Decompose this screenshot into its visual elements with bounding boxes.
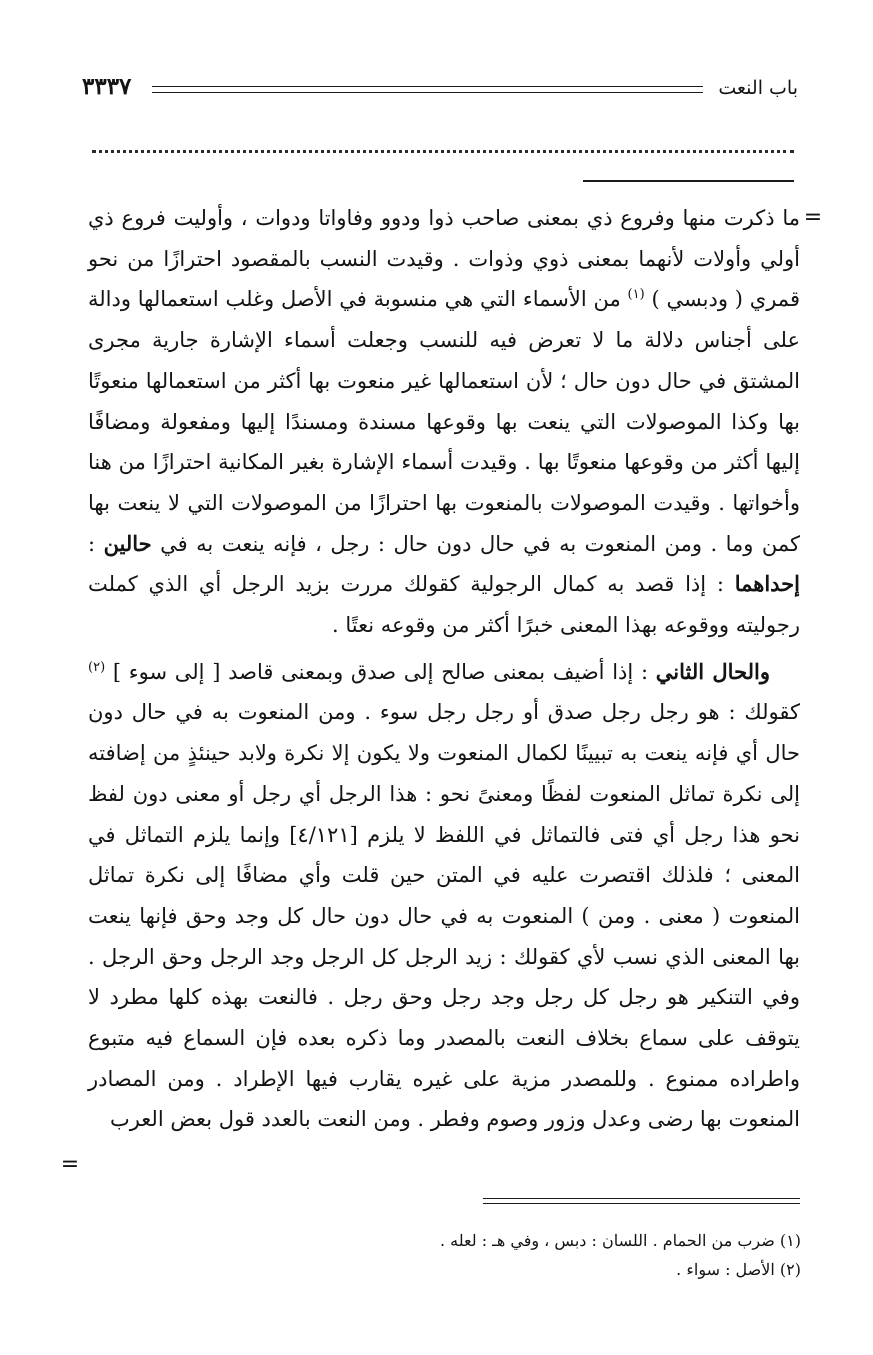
section-rule [583,180,794,182]
colon: : [88,531,96,556]
footnote-1: (١) ضرب من الحمام . اللسان : دبس ، وفي هـ : لعله . [439,1231,801,1250]
term-halain: حالين [103,530,152,556]
footnotes [101,1226,801,1284]
paragraph-2 [88,652,800,1140]
paragraph-1-text-b: من الأسماء التي هي منسوبة في الأصل وغلب استعمالها ودالة على أجناس دلالة ما لا تعرض فيه للنسب وجعلت أسماء الإشارة جارية مجرى المشتق في حال دون حال ؛ لأن استعمالها غير منعوت بها أكثر من استعمالها منعوتًا بها وكذا الموصولات التي ينعت بها وقوعها مسندة ومسندًا إليها ومفعولة ومضافًا إليها أكثر من وقوعها منعوتًا بها . وقيدت أسماء الإشارة بغير المكانية احترازًا من هنا وأخواتها . وقيدت الموصولات بالمنعوت بها احترازًا من الموصولات التي لا ينعت بها كمن وما . ومن المنعوت به في حال دون حال : رجل ، فإنه ينعت به في [88,287,800,556]
paragraph-1-text-c: : إذا قصد به كمال الرجولية كقولك مررت بزيد الرجل أي الذي كملت رجوليته ووقوعه بهذا المعنى خبرًا أكثر من وقوعه نعتًا . [88,572,800,638]
main-text [88,198,800,1140]
chapter-title: باب النعت [718,77,798,99]
footnote-ref-1: (١) [627,287,645,303]
paragraph-1-text-a: ما ذكرت منها وفروع ذي بمعنى صاحب ذوا ودوو وفاواتا ودوات ، وأوليت فروع ذي أولي وأولات لأنهما بمعنى ذوي وذوات . وقيدت النسب بالمقصود احترازًا من نحو قمري ( ودبسي ) [88,206,800,312]
continuation-mark-end: = [60,1152,80,1177]
term-second-case: والحال الثاني [655,658,770,684]
footnote-rule [483,1198,800,1204]
paragraph-1 [88,198,800,646]
paragraph-2-text-b: كقولك : هو رجل رجل صدق أو رجل رجل سوء . ومن المنعوت به في حال دون حال أي فإنه ينعت به تبيينًا لكمال المنعوت ولا يكون إلا نكرة ولابد حينئذٍ من إضافته إلى نكرة تماثل المنعوت لفظًا ومعنىً نحو : هذا الرجل أي رجل أو معنى دون لفظ نحو هذا رجل أي فتى فالتماثل في اللفظ لا يلزم [٤/١٢١] وإنما يلزم التماثل في المعنى ؛ فلذلك اقتصرت عليه في المتن حين قلت وأي مضافًا إلى نكرة تماثل المنعوت ( معنى . ومن ) المنعوت به في حال دون حال كل وجد وحق فإنها ينعت بها المعنى الذي نسب لأي كقولك : زيد الرجل كل الرجل وجد الرجل وحق الرجل . وفي التنكير هو رجل كل رجل وجد رجل وحق رجل . فالنعت بهذه كلها مطرد لا يتوقف على سماع بخلاف النعت بالمصدر وما ذكره بعده فإن السماع فيه متبوع واطراده ممنوع . وللمصدر مزية على غيره يقارب فيها الإطراد . ومن المصادر المنعوت بها رضى وعدل وزور وصوم وفطر . ومن النعت بالعدد قول بعض العرب [88,700,800,1132]
page-number: ٣٣٣٧ [82,73,132,100]
paragraph-2-text-a: : إذا أضيف بمعنى صالح إلى صدق وبمعنى قاصد [ إلى سوء ] [112,659,649,684]
page-header [82,72,798,106]
term-ihdahuma: إحداهما [734,571,800,597]
footnote-2: (٢) الأصل : سواء . [676,1260,801,1279]
footnote-ref-2: (٢) [88,659,106,675]
continuation-mark-start: = [803,205,823,230]
dotted-separator [92,150,794,153]
header-rule [152,86,703,93]
